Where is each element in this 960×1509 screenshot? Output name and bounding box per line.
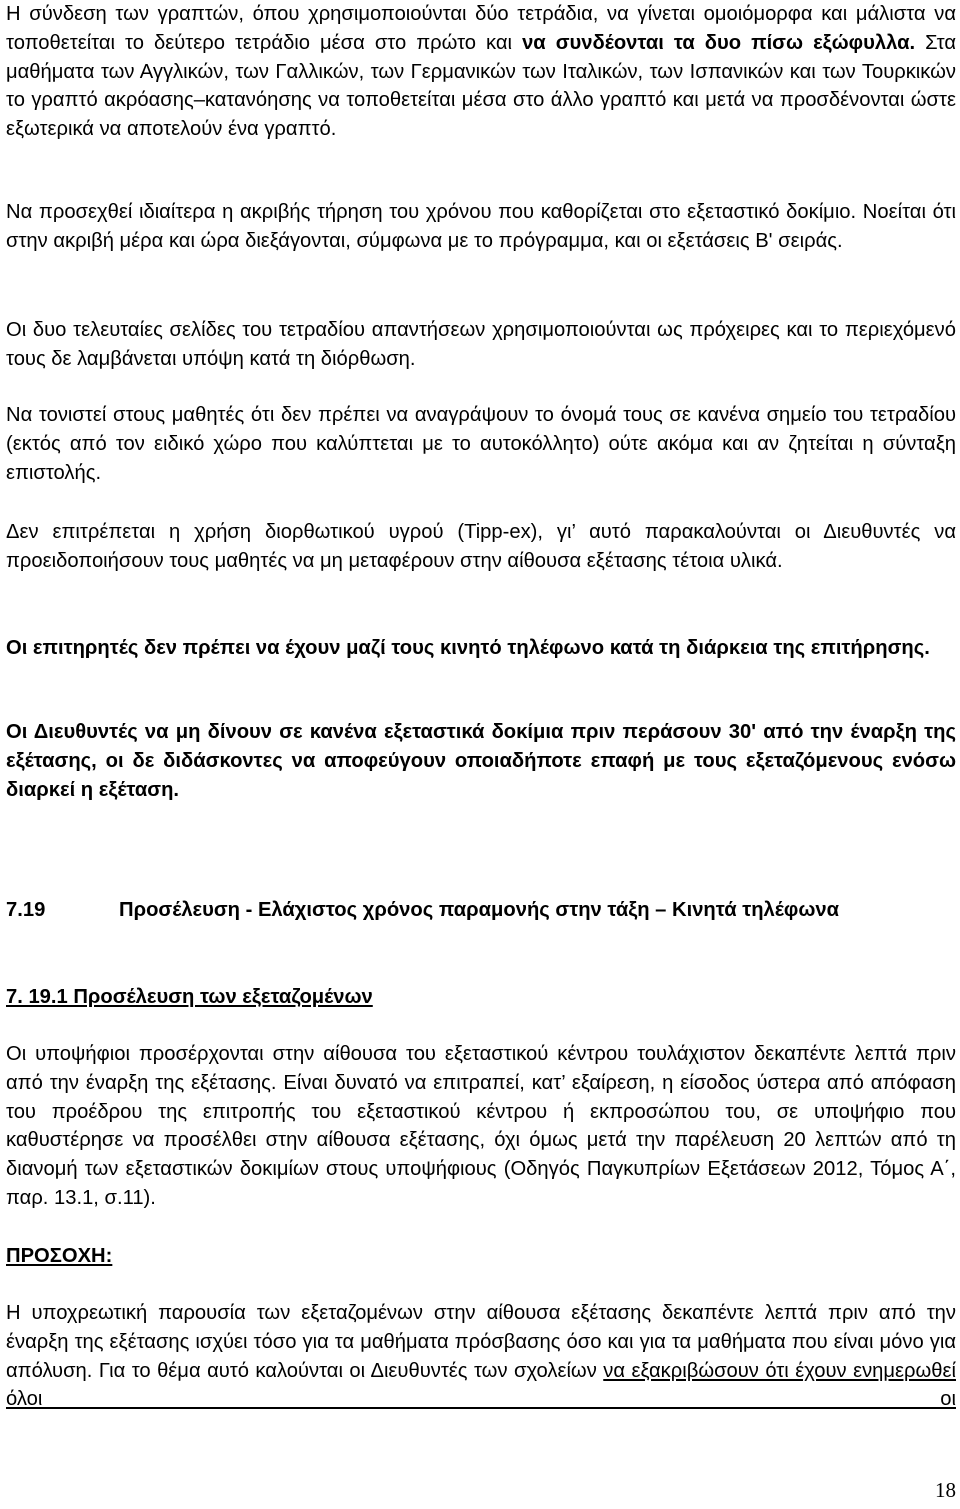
paragraph-binding-instructions: Η σύνδεση των γραπτών, όπου χρησιμοποιούνται δύο τετράδια, να γίνεται ομοιόμορφα και μάλιστα να τοποθετείται το δεύτερο τετράδιο μέσα στο πρώτο και να συνδέονται τα δυο πίσω εξώφυλλα. Στα μαθήματα των Αγγλικών, των Γαλλικών, των Γερμανικών των Ιταλικών, των Ισπανικών και των Τουρκικών το γραπτό ακρόασης–κατανόησης να τοποθετείται μέσα στο άλλο γραπτό και μετά να προσδένονται ώστε εξωτερικά να αποτελούν ένα γραπτό. — [6, 3, 956, 141]
section-heading — [6, 896, 839, 925]
underlined-instruction: να εξακριβώσουν ότι έχουν ενημερωθεί όλοι οι — [6, 1359, 956, 1411]
paragraph-arrival-rules: Οι υποψήφιοι προσέρχονται στην αίθουσα του εξεταστικού κέντρου τουλάχιστον δεκαπέντε λεπτά πριν από την έναρξη της εξέτασης. Είναι δυνατό να επιτραπεί, κατ’ εξαίρεση, η είσοδος ύστερα από απόφαση του προέδρου της επιτροπής του εξεταστικού κέντρου ή εκπροσώπου του, σε υποψήφιο που καθυστέρησε να προσέλθει στην αίθουσα εξέτασης, όχι όμως μετά την παρέλευση 20 λεπτών από τη διανομή των εξεταστικών δοκιμίων στους υποψήφιους (Οδηγός Παγκυπρίων Εξετάσεων 2012, Τόμος Α΄, παρ. 13.1, σ.11). — [6, 1043, 956, 1209]
section-title: Προσέλευση - Ελάχιστος χρόνος παραμονής στην τάξη – Κινητά τηλέφωνα — [119, 899, 840, 921]
section-number: 7.19 — [6, 899, 46, 921]
paragraph-no-mobile-phones: Οι επιτηρητές δεν πρέπει να έχουν μαζί τους κινητό τηλέφωνο κατά τη διάρκεια της επιτήρησης. — [6, 637, 930, 659]
subsection-heading: 7. 19.1 Προσέλευση των εξεταζομένων — [6, 986, 373, 1008]
paragraph-no-names: Να τονιστεί στους μαθητές ότι δεν πρέπει να αναγράψουν το όνομά τους σε κανένα σημείο του τετραδίου (εκτός από τον ειδικό χώρο που καλύπτεται με το αυτοκόλλητο) ούτε ακόμα και αν ζητείται η σύνταξη επιστολής. — [6, 404, 956, 484]
paragraph-time-keeping: Να προσεχθεί ιδιαίτερα η ακριβής τήρηση του χρόνου που καθορίζεται στο εξεταστικό δοκίμιο. Νοείται ότι στην ακριβή μέρα και ώρα διεξάγονται, σύμφωνα με το πρόγραμμα, και οι εξετάσεις Β' σειράς. — [6, 201, 956, 252]
paragraph-mandatory-presence: Η υποχρεωτική παρουσία των εξεταζομένων στην αίθουσα εξέτασης δεκαπέντε λεπτά πριν από την έναρξη της εξέτασης ισχύει τόσο για τα μαθήματα πρόσβασης όσο και για τα μαθήματα που είναι μόνο για απόλυση. Για το θέμα αυτό καλούνται οι Διευθυντές των σχολείων να εξακριβώσουν ότι έχουν ενημερωθεί όλοι οι — [6, 1302, 956, 1411]
page-number: 18 — [935, 1478, 956, 1502]
paragraph-exam-papers-timing: Οι Διευθυντές να μη δίνουν σε κανένα εξεταστικά δοκίμια πριν περάσουν 30' από την έναρξη της εξέτασης, οι δε διδάσκοντες να αποφεύγουν οποιαδήποτε επαφή με τους εξεταζόμενους ενόσω διαρκεί η εξέταση. — [6, 721, 956, 801]
paragraph-draft-pages: Οι δυο τελευταίες σελίδες του τετραδίου απαντήσεων χρησιμοποιούνται ως πρόχειρες και το περιεχόμενό τους δε λαμβάνεται υπόψη κατά τη διόρθωση. — [6, 319, 956, 370]
attention-label: ΠΡΟΣΟΧΗ: — [6, 1245, 113, 1267]
paragraph-no-tippex: Δεν επιτρέπεται η χρήση διορθωτικού υγρού (Tipp-ex), γι’ αυτό παρακαλούνται οι Διευθυντές να προειδοποιήσουν τους μαθητές να μη μεταφέρουν στην αίθουσα εξέτασης τέτοια υλικά. — [6, 521, 956, 572]
bold-back-covers: να συνδέονται τα δυο πίσω εξώφυλλα. — [522, 31, 916, 54]
